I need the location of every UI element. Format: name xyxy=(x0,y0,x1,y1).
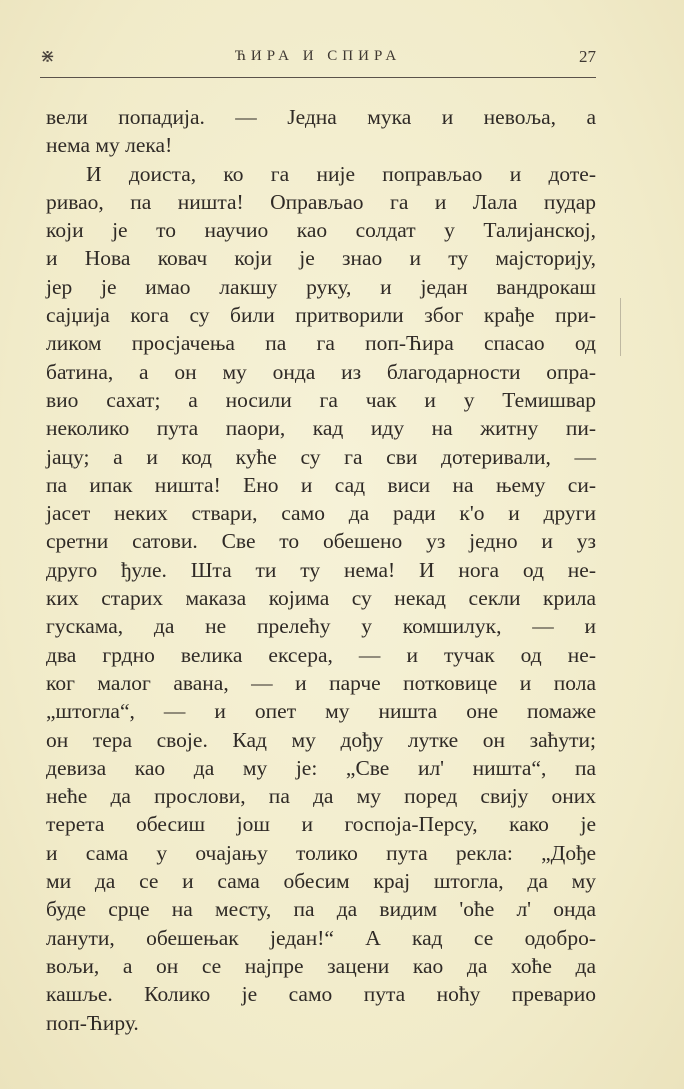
text-line: ривао, па ништа! Оправљао га и Лала пудар xyxy=(46,189,596,214)
text-line: „штогла“, — и опет му ништа оне помаже xyxy=(46,699,596,724)
margin-pencil-mark xyxy=(620,298,627,356)
text-line: терета обесиш још и госпоја-Персу, како је xyxy=(46,812,596,837)
text-line: јацу; а и код куће су га сви дотеривали, — xyxy=(46,444,596,469)
page-number: 27 xyxy=(579,47,596,66)
text-line: ланути, обешењак један!“ А кад се одобро- xyxy=(46,925,596,950)
text-line: он тера своје. Кад му дођу лутке он заћути; xyxy=(46,727,596,752)
text-line: поп-Ћиру. xyxy=(46,1010,139,1035)
ornament-icon: ⋇ xyxy=(40,46,56,67)
text-line: девиза као да му је: „Све ил' ништа“, па xyxy=(46,755,596,780)
text-line: вољи, а он се најпре зацени као да хоће да xyxy=(46,953,596,978)
running-title: ЋИРА И СПИРА xyxy=(234,48,402,64)
text-line: вели попадија. — Једна мука и невоља, а xyxy=(46,105,596,129)
text-line: јасет неких ствари, само да ради к'о и други xyxy=(46,501,596,526)
text-line: неће да прослови, па да му поред свију оних xyxy=(46,784,596,809)
text-line: нема му лека! xyxy=(46,133,173,158)
text-line: и сама у очајању толико пута рекла: „Дође xyxy=(46,840,596,865)
text-line: вио сахат; а носили га чак и у Темишвар xyxy=(46,387,596,412)
text-line: друго ђуле. Шта ти ту нема! И нога од не- xyxy=(46,557,596,582)
text-line: ког малог авана, — и парче потковице и пола xyxy=(46,670,596,695)
text-line: сајџија кога су били притворили због крађе при- xyxy=(46,303,596,328)
text-line: кашље. Колико је само пута ноћу преварио xyxy=(46,982,596,1007)
text-line: ми да се и сама обесим крај штогла, да му xyxy=(46,869,596,894)
text-line: ких старих маказа којима су некад секли крила xyxy=(46,586,596,611)
text-line: па ипак ништа! Ено и сад виси на њему си- xyxy=(46,472,596,497)
text-line: гускама, да не прелећу у комшилук, — и xyxy=(46,614,596,639)
text-line: и Нова ковач који је знао и ту мајсторију, xyxy=(46,246,596,271)
header-rule xyxy=(40,77,596,78)
text-line: буде срце на месту, па да видим 'оће л' онда xyxy=(46,897,596,922)
body-text xyxy=(46,103,596,1037)
text-line: два грдно велика ексера, — и тучак од не- xyxy=(46,642,596,667)
page-header xyxy=(40,44,596,74)
text-line: И доиста, ко га није поправљао и доте- xyxy=(86,161,596,186)
text-line: неколико пута паори, кад иду на житну пи- xyxy=(46,416,596,441)
text-line: који је то научио као солдат у Талијанској, xyxy=(46,218,596,243)
text-line: ликом просјачења па га поп-Ћира спасао од xyxy=(46,331,596,356)
text-line: батина, а он му онда из благодарности опра- xyxy=(46,359,596,384)
text-line: сретни сатови. Све то обешено уз једно и уз xyxy=(46,529,596,554)
text-line: јер је имао лакшу руку, и један вандрокаш xyxy=(46,274,596,299)
